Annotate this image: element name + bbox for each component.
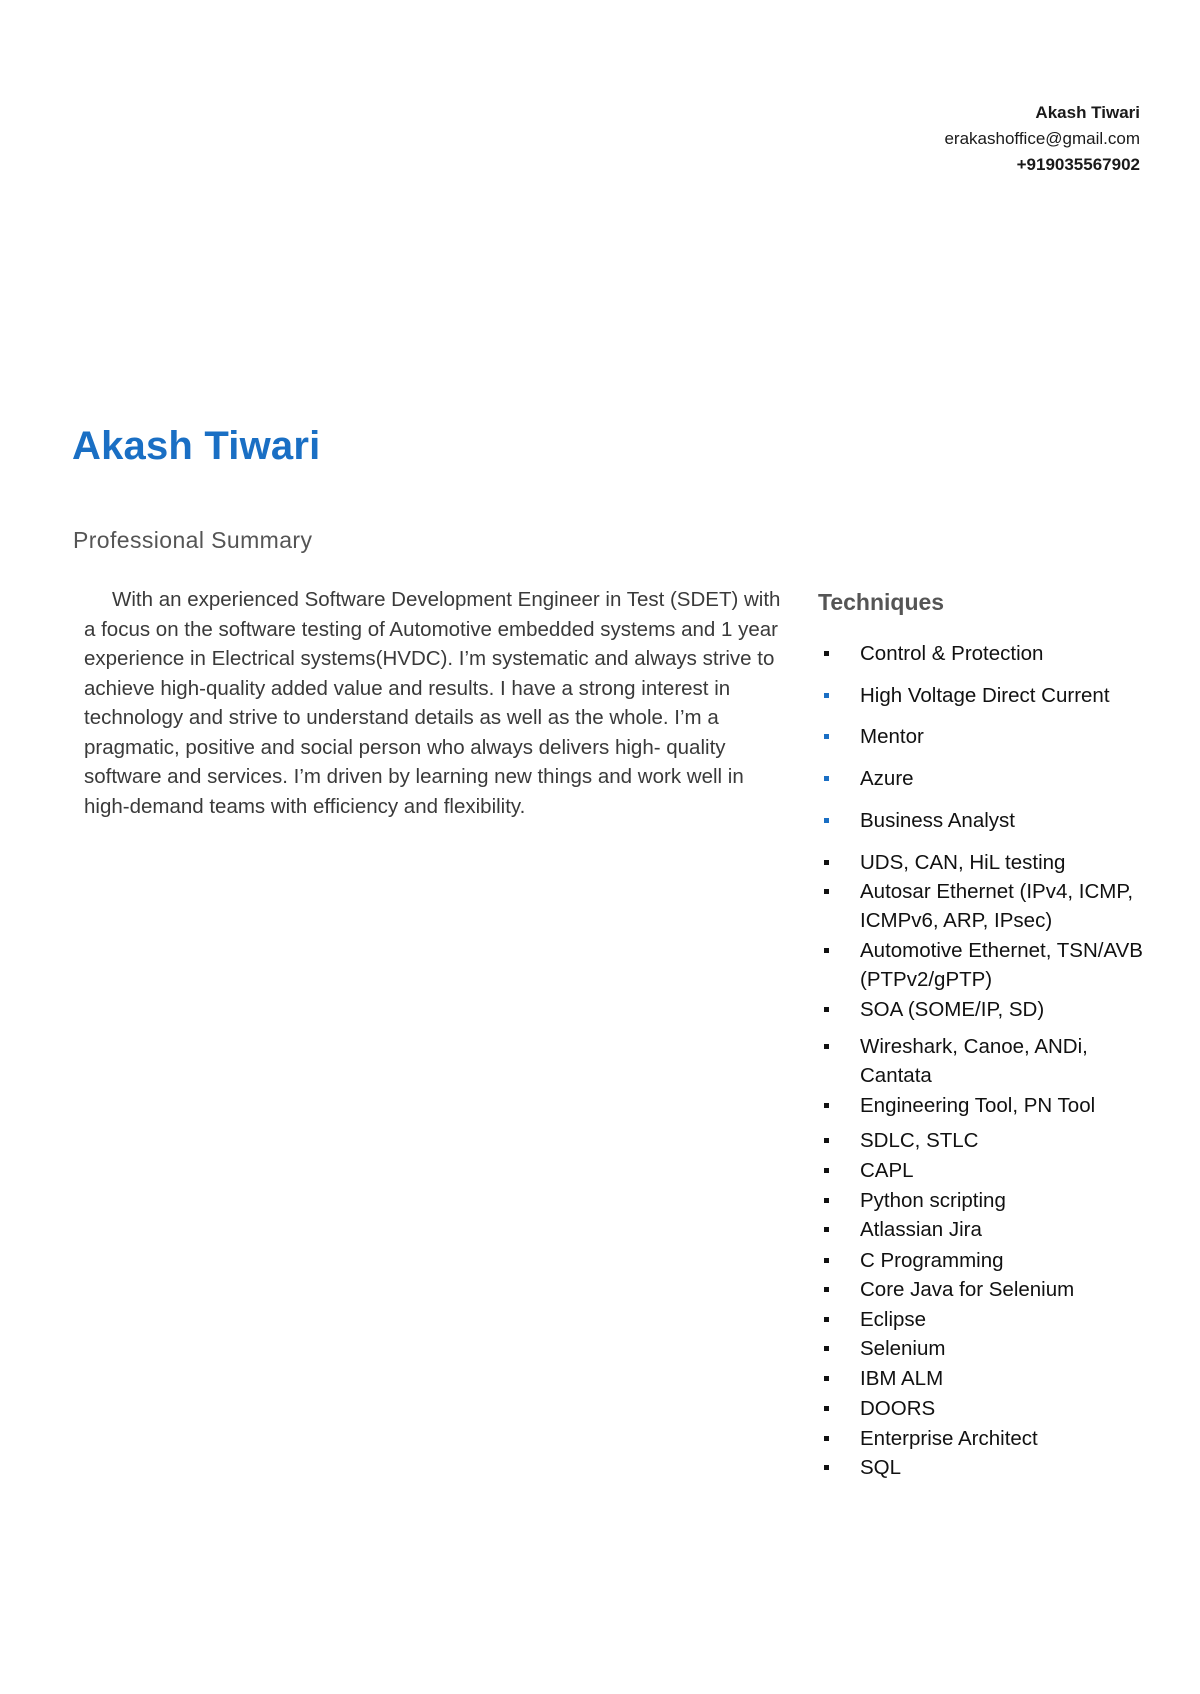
skill-label: Eclipse	[860, 1308, 927, 1331]
skill-item	[824, 764, 1150, 793]
bullet-icon	[824, 734, 829, 739]
bullet-icon	[824, 1044, 829, 1049]
page-title: Akash Tiwari	[72, 424, 321, 468]
bullet-icon	[824, 1436, 829, 1441]
skill-item	[824, 1334, 1150, 1363]
skill-label: Enterprise Architect	[860, 1427, 1038, 1450]
bullet-icon	[824, 1227, 829, 1232]
bullet-icon	[824, 1465, 829, 1470]
contact-phone: +919035567902	[1016, 155, 1140, 174]
skill-item	[824, 1275, 1150, 1304]
skill-item	[824, 995, 1150, 1024]
techniques-heading: Techniques	[818, 589, 945, 615]
bullet-icon	[824, 1168, 829, 1173]
skill-label: High Voltage Direct Current	[860, 684, 1110, 707]
bullet-icon	[824, 1346, 829, 1351]
skill-item	[824, 1156, 1150, 1185]
skill-label: Control & Protection	[860, 642, 1044, 665]
bullet-icon	[824, 1406, 829, 1411]
skill-label: SQL	[860, 1456, 902, 1479]
bullet-icon	[824, 818, 829, 823]
skill-label: DOORS	[860, 1397, 936, 1420]
bullet-icon	[824, 1317, 829, 1322]
skill-item	[824, 681, 1150, 710]
skill-item	[824, 1364, 1150, 1393]
skill-item	[824, 1032, 1150, 1090]
skill-item	[824, 1394, 1150, 1423]
bullet-icon	[824, 1198, 829, 1203]
skill-label: SDLC, STLC	[860, 1129, 979, 1152]
bullet-icon	[824, 860, 829, 865]
skill-label: C Programming	[860, 1249, 1004, 1272]
skill-label: IBM ALM	[860, 1367, 944, 1390]
bullet-icon	[824, 1258, 829, 1263]
skill-item	[824, 1215, 1150, 1244]
skill-item	[824, 1091, 1150, 1120]
bullet-icon	[824, 1287, 829, 1292]
skill-label: Business Analyst	[860, 809, 1015, 832]
skill-label: Mentor	[860, 725, 924, 748]
skill-item	[824, 1453, 1150, 1482]
skill-label: Azure	[860, 767, 914, 790]
contact-name: Akash Tiwari	[1035, 103, 1140, 122]
summary-heading: Professional Summary	[73, 527, 313, 553]
skill-item	[824, 639, 1150, 668]
skill-item	[824, 1246, 1150, 1275]
bullet-icon	[824, 693, 829, 698]
bullet-icon	[824, 776, 829, 781]
skill-item	[824, 806, 1150, 835]
skill-item	[824, 1186, 1150, 1215]
bullet-icon	[824, 1138, 829, 1143]
contact-block	[944, 100, 1140, 178]
bullet-icon	[824, 948, 829, 953]
skill-label: Engineering Tool, PN Tool	[860, 1094, 1096, 1117]
skill-item	[824, 1305, 1150, 1334]
summary-text: With an experienced Software Development Engineer in Test (SDET) with a focus on the software testing of Automotive embedded systems and 1 year experience in Electrical systems(HVDC). I’m systematic and always strive to achieve high-quality added value and results. I have a strong interest in technology and strive to understand details as well as the whole. I’m a pragmatic, positive and social person who always delivers high- quality software and services. I’m driven by learning new things and work well in high-demand teams with efficiency and flexibility.	[84, 588, 781, 818]
skill-item	[824, 936, 1150, 994]
skill-label: Atlassian Jira	[860, 1218, 982, 1241]
contact-email: erakashoffice@gmail.com	[944, 129, 1140, 148]
skill-label: SOA (SOME/IP, SD)	[860, 998, 1045, 1021]
skill-label: UDS, CAN, HiL testing	[860, 851, 1066, 874]
skill-label: Python scripting	[860, 1189, 1006, 1212]
skill-label: Core Java for Selenium	[860, 1278, 1075, 1301]
bullet-icon	[824, 889, 829, 894]
skill-label: Wireshark, Canoe, ANDi, Cantata	[860, 1035, 1088, 1087]
skill-label: Automotive Ethernet, TSN/AVB (PTPv2/gPTP)	[860, 939, 1143, 991]
skill-label: Selenium	[860, 1337, 946, 1360]
skill-item	[824, 877, 1150, 935]
skill-item	[824, 1126, 1150, 1155]
bullet-icon	[824, 1103, 829, 1108]
skill-label: Autosar Ethernet (IPv4, ICMP, ICMPv6, ARP, IPsec)	[860, 880, 1134, 932]
skill-label: CAPL	[860, 1159, 914, 1182]
skill-item	[824, 722, 1150, 751]
skill-item	[824, 1424, 1150, 1453]
bullet-icon	[824, 1376, 829, 1381]
bullet-icon	[824, 651, 829, 656]
skill-item	[824, 848, 1150, 877]
bullet-icon	[824, 1007, 829, 1012]
